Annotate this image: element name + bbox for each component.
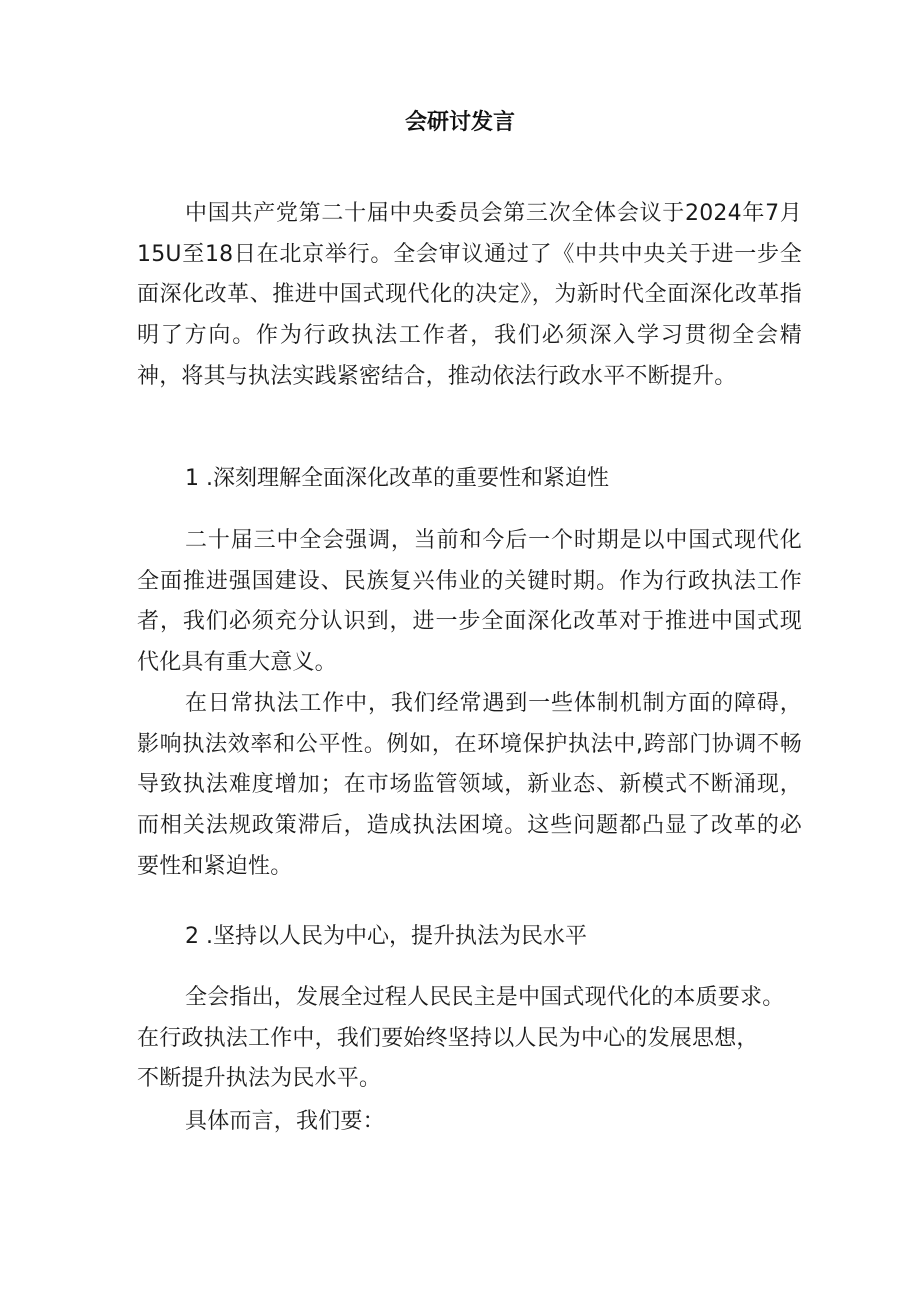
paragraph-reform-importance: 二十届三中全会强调，当前和今后一个时期是以中国式现代化全面推进强国建设、民族复兴伟业的关键时期。作为行政执法工作者，我们必须充分认识到，进一步全面深化改革对于推进中国式现代化具有重大意义。 [137,528,802,676]
paragraph-enforcement-obstacles: 在日常执法工作中，我们经常遇到一些体制机制方面的障碍，影响执法效率和公平性。例如，在环境保护执法中,跨部门协调不畅导致执法难度增加；在市场监管领域，新业态、新模式不断涌现，而相关法规政策滞后，造成执法困境。这些问题都凸显了改革的必要性和紧迫性。 [137,691,802,879]
paragraph-line: 在行政执法工作中，我们要始终坚持以人民为中心的发展思想， [137,1025,759,1051]
paragraph-line: 不断提升执法为民水平。 [137,1066,382,1092]
document-title: 会研讨发言 [404,110,515,135]
section-heading-1: 1 .深刻理解全面深化改革的重要性和紧迫性 [185,466,609,491]
paragraph-intro: 中国共产党第二十届中央委员会第三次全体会议于2024年7月15U至18日在北京举行。全会审议通过了《中共中央关于进一步全面深化改革、推进中国式现代化的决定》，为新时代全面深化改革指明了方向。作为行政执法工作者，我们必须深入学习贯彻全会精神，将其与执法实践紧密结合，推动依法行政水平不断提升。 [137,201,802,389]
paragraph-people-centered [137,978,802,1100]
section-heading-2: 2 .坚持以人民为中心，提升执法为民水平 [185,924,587,949]
paragraph-line: 全会指出，发展全过程人民民主是中国式现代化的本质要求。 [185,985,785,1010]
paragraph-specifically: 具体而言，我们要： [185,1109,385,1134]
